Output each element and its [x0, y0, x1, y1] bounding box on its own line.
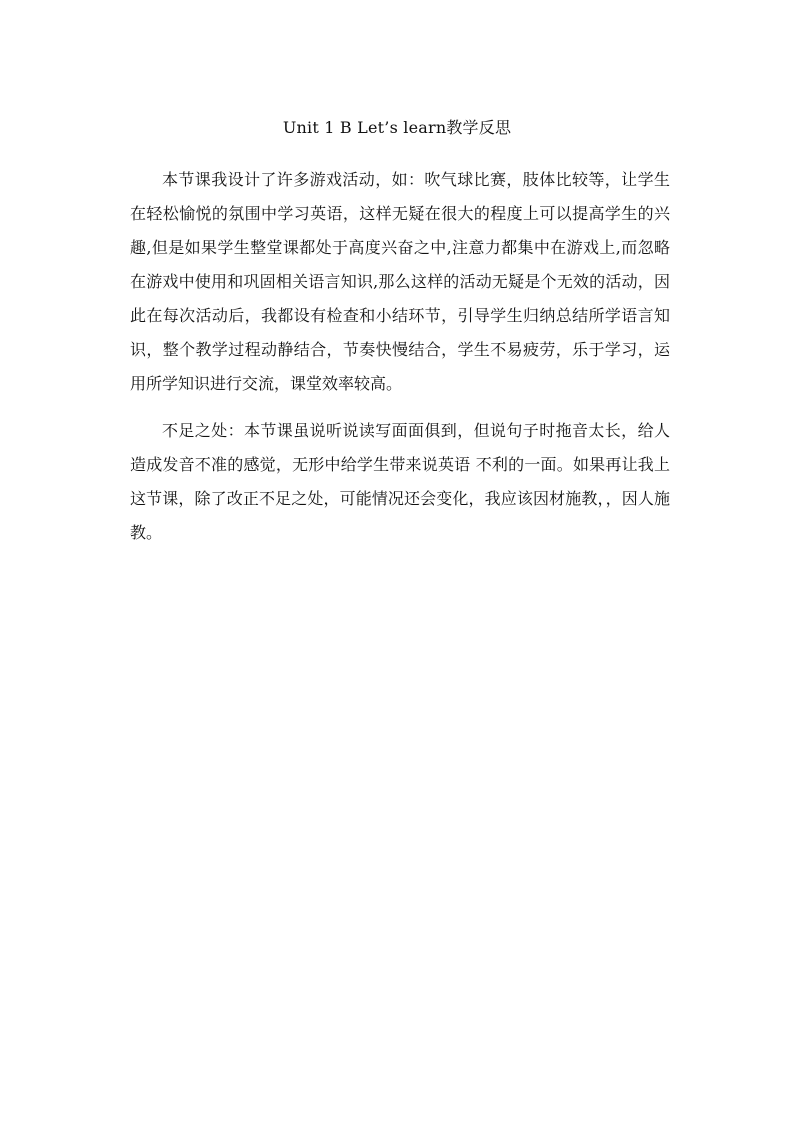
- document-title: Unit 1 B Let’s learn教学反思: [282, 118, 512, 137]
- document-body: [130, 163, 670, 550]
- paragraph-reflection: 本节课我设计了许多游戏活动，如：吹气球比赛，肢体比较等，让学生在轻松愉悦的氛围中学习英语，这样无疑在很大的程度上可以提高学生的兴趣,但是如果学生整堂课都处于高度兴奋之中,注意力都集中在游戏上,而忽略在游戏中使用和巩固相关语言知识,那么这样的活动无疑是个无效的活动，因此在每次活动后，我都设有检查和小结环节，引导学生归纳总结所学语言知识，整个教学过程动静结合，节奏快慢结合，学生不易疲劳，乐于学习，运用所学知识进行交流，课堂效率较高。: [130, 170, 670, 393]
- paragraph-shortcomings: 不足之处：本节课虽说听说读写面面俱到，但说句子时拖音太长，给人造成发音不准的感觉，无形中给学生带来说英语 不利的一面。如果再让我上这节课，除了改正不足之处，可能情况还会变化，我应该因材施教，，因人施教。: [130, 421, 670, 542]
